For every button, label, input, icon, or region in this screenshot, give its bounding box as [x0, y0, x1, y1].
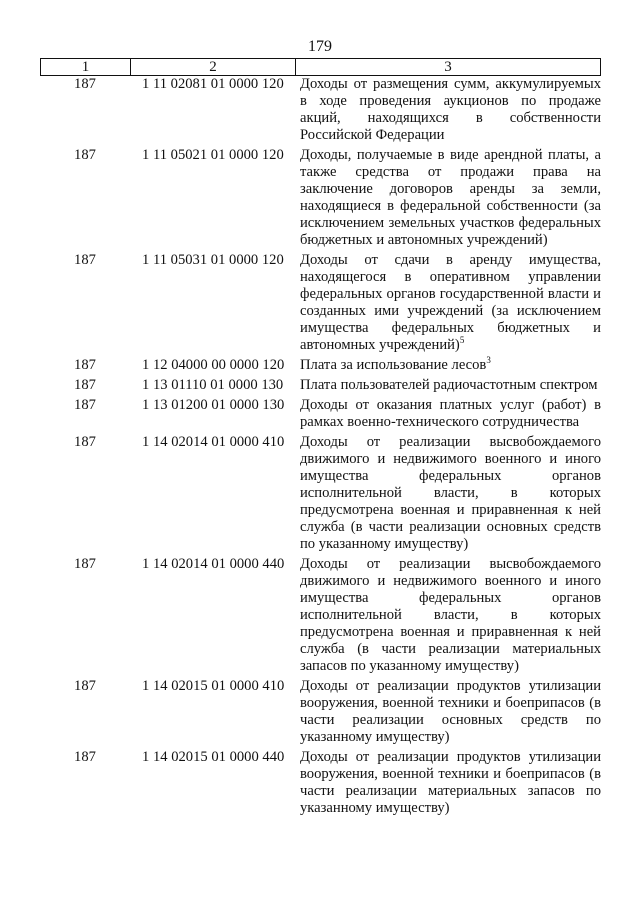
- admin-code: 187: [74, 556, 96, 572]
- revenue-description: Доходы от реализации продуктов утилизации вооружения, военной техники и боеприпасов (в части реализации материальных запасов по указанному имуществу): [300, 749, 601, 816]
- table-row: [40, 357, 601, 374]
- budget-code: 1 13 01200 01 0000 130: [142, 397, 285, 413]
- table-row: [40, 678, 601, 746]
- budget-code: 1 14 02015 01 0000 440: [142, 749, 285, 765]
- table-row: [40, 76, 601, 144]
- revenue-description: Доходы от сдачи в аренду имущества, находящегося в оперативном управлении федеральных органов государственной власти и созданных ими учреждений (за исключением имущества федеральных бюджетных и автономных учреждений)$^5$: [300, 252, 601, 353]
- budget-code: 1 12 04000 00 0000 120: [142, 357, 285, 373]
- admin-code: 187: [74, 252, 96, 268]
- table-row: [40, 434, 601, 553]
- table-body: [40, 76, 601, 820]
- page-number: 179: [308, 38, 332, 55]
- budget-code: 1 11 05021 01 0000 120: [142, 147, 284, 163]
- column-header-2: 2: [131, 59, 296, 75]
- table-header: [40, 58, 601, 76]
- admin-code: 187: [74, 357, 96, 373]
- revenue-description: Доходы от размещения сумм, аккумулируемых в ходе проведения аукционов по продаже акций, находящихся в собственности Российской Федерации: [300, 76, 601, 143]
- table-row: [40, 252, 601, 354]
- table-row: [40, 556, 601, 675]
- footnote-marker: 3: [486, 355, 491, 366]
- revenue-description: Доходы от реализации продуктов утилизации вооружения, военной техники и боеприпасов (в части реализации основных средств по указанному имуществу): [300, 678, 601, 745]
- admin-code: 187: [74, 377, 96, 393]
- budget-code: 1 13 01110 01 0000 130: [142, 377, 284, 393]
- admin-code: 187: [74, 434, 96, 450]
- table-row: [40, 749, 601, 817]
- admin-code: 187: [74, 749, 96, 765]
- revenue-description: Доходы, получаемые в виде арендной платы, а также средства от продажи права на заключение договоров аренды за земли, находящиеся в федеральной собственности (за исключением земельных участков федеральных бюджетных и автономных учреждений): [300, 147, 601, 248]
- table-row: [40, 397, 601, 431]
- revenue-description: Плата за использование лесов$^3$: [300, 355, 491, 373]
- budget-code: 1 14 02015 01 0000 410: [142, 678, 285, 694]
- table-row: [40, 147, 601, 249]
- revenue-description: Доходы от реализации высвобождаемого движимого и недвижимого военного и иного имущества федеральных органов исполнительной власти, в которых предусмотрена военная и приравненная к ней служба (в части реализации материальных запасов по указанному имуществу): [300, 556, 601, 674]
- revenue-description: Доходы от реализации высвобождаемого движимого и недвижимого военного и иного имущества федеральных органов исполнительной власти, в которых предусмотрена военная и приравненная к ней служба (в части реализации основных средств по указанному имуществу): [300, 434, 601, 552]
- column-header-1: 1: [41, 59, 131, 75]
- footnote-marker: 5: [459, 335, 465, 346]
- admin-code: 187: [74, 147, 96, 163]
- admin-code: 187: [74, 397, 96, 413]
- admin-code: 187: [74, 76, 96, 92]
- revenue-description: Плата пользователей радиочастотным спектром: [300, 377, 598, 393]
- revenue-description: Доходы от оказания платных услуг (работ) в рамках военно-технического сотрудничества: [300, 397, 601, 430]
- table-row: [40, 377, 601, 394]
- budget-code: 1 14 02014 01 0000 410: [142, 434, 285, 450]
- budget-code: 1 11 05031 01 0000 120: [142, 252, 284, 268]
- admin-code: 187: [74, 678, 96, 694]
- budget-code: 1 14 02014 01 0000 440: [142, 556, 285, 572]
- budget-code: 1 11 02081 01 0000 120: [142, 76, 284, 92]
- column-header-3: 3: [444, 59, 452, 75]
